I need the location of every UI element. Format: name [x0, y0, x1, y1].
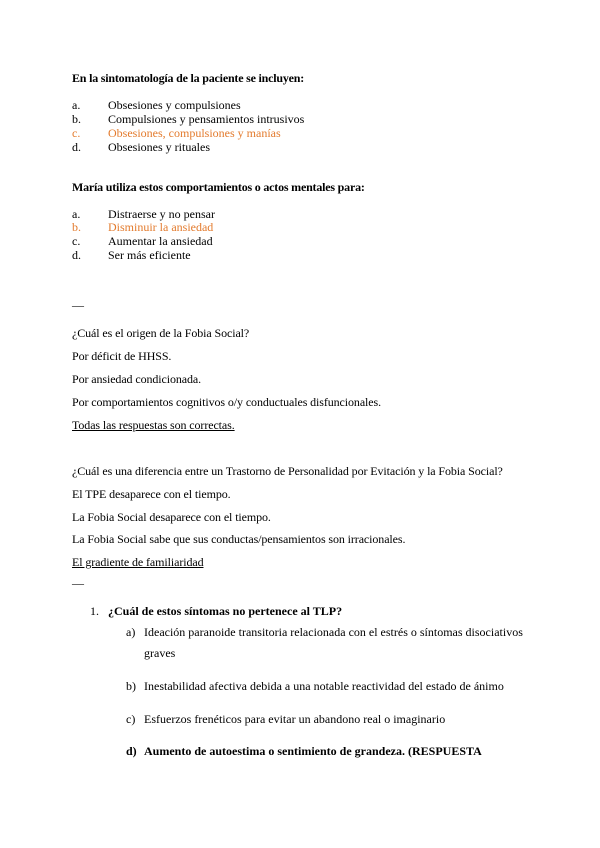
option-text: Disminuir la ansiedad — [108, 220, 214, 234]
option-letter: d) — [126, 744, 137, 758]
option-text: Esfuerzos frenéticos para evitar un abandono real o imaginario — [144, 712, 446, 726]
option-c — [126, 709, 536, 730]
answer-line: Por déficit de HHSS. — [72, 349, 172, 363]
answer-line-correct: Todas las respuestas son correctas. — [72, 418, 235, 432]
option-letter: b) — [126, 679, 136, 693]
option-c-highlighted — [72, 126, 281, 140]
answer-line: El TPE desaparece con el tiempo. — [72, 487, 231, 501]
question-tlp — [90, 604, 342, 619]
question-number: 1. — [90, 604, 99, 618]
option-text: Obsesiones y rituales — [108, 140, 210, 154]
question-maria: María utiliza estos comportamientos o actos mentales para: — [72, 180, 365, 194]
option-text: Obsesiones y compulsiones — [108, 98, 241, 112]
option-letter: c. — [72, 126, 81, 140]
option-letter: a) — [126, 625, 136, 639]
option-b — [72, 112, 304, 126]
option-d — [72, 248, 191, 262]
option-text: Ideación paranoide transitoria relacionada con el estrés o síntomas disociativos graves — [144, 625, 523, 660]
option-c — [72, 234, 213, 248]
option-text: Obsesiones, compulsiones y manías — [108, 126, 281, 140]
option-text: Distraerse y no pensar — [108, 207, 215, 221]
option-letter: b. — [72, 112, 81, 126]
option-letter: c. — [72, 234, 81, 248]
option-letter: d. — [72, 248, 81, 262]
option-text: Inestabilidad afectiva debida a una notable reactividad del estado de ánimo — [144, 679, 504, 693]
separator: — — [72, 576, 84, 590]
separator: — — [72, 298, 84, 312]
answer-line: La Fobia Social sabe que sus conductas/pensamientos son irracionales. — [72, 532, 406, 546]
option-letter: c) — [126, 712, 136, 726]
option-d — [72, 140, 210, 154]
answer-line: Por comportamientos cognitivos o/y conductuales disfuncionales. — [72, 395, 381, 409]
answer-line-correct: El gradiente de familiaridad — [72, 555, 204, 569]
option-letter: d. — [72, 140, 81, 154]
option-text: Aumentar la ansiedad — [108, 234, 213, 248]
question-diferencia: ¿Cuál es una diferencia entre un Trastorno de Personalidad por Evitación y la Fobia Social? — [72, 464, 503, 478]
option-a — [126, 622, 536, 664]
option-text: Ser más eficiente — [108, 248, 191, 262]
option-b-highlighted — [72, 220, 213, 234]
option-letter: a. — [72, 98, 81, 112]
option-text: Compulsiones y pensamientos intrusivos — [108, 112, 305, 126]
option-b — [126, 676, 536, 697]
option-text: Aumento de autoestima o sentimiento de grandeza. (RESPUESTA — [144, 744, 482, 758]
option-letter: a. — [72, 207, 81, 221]
answer-line: Por ansiedad condicionada. — [72, 372, 202, 386]
question-text: ¿Cuál de estos síntomas no pertenece al TLP? — [108, 604, 343, 618]
question-sintomatologia: En la sintomatología de la paciente se incluyen: — [72, 71, 305, 85]
option-a — [72, 207, 215, 221]
question-origen-fobia: ¿Cuál es el origen de la Fobia Social? — [72, 326, 250, 340]
answer-line: La Fobia Social desaparece con el tiempo. — [72, 510, 271, 524]
option-a — [72, 98, 241, 112]
option-letter: b. — [72, 220, 81, 234]
option-d-answer — [126, 741, 536, 762]
